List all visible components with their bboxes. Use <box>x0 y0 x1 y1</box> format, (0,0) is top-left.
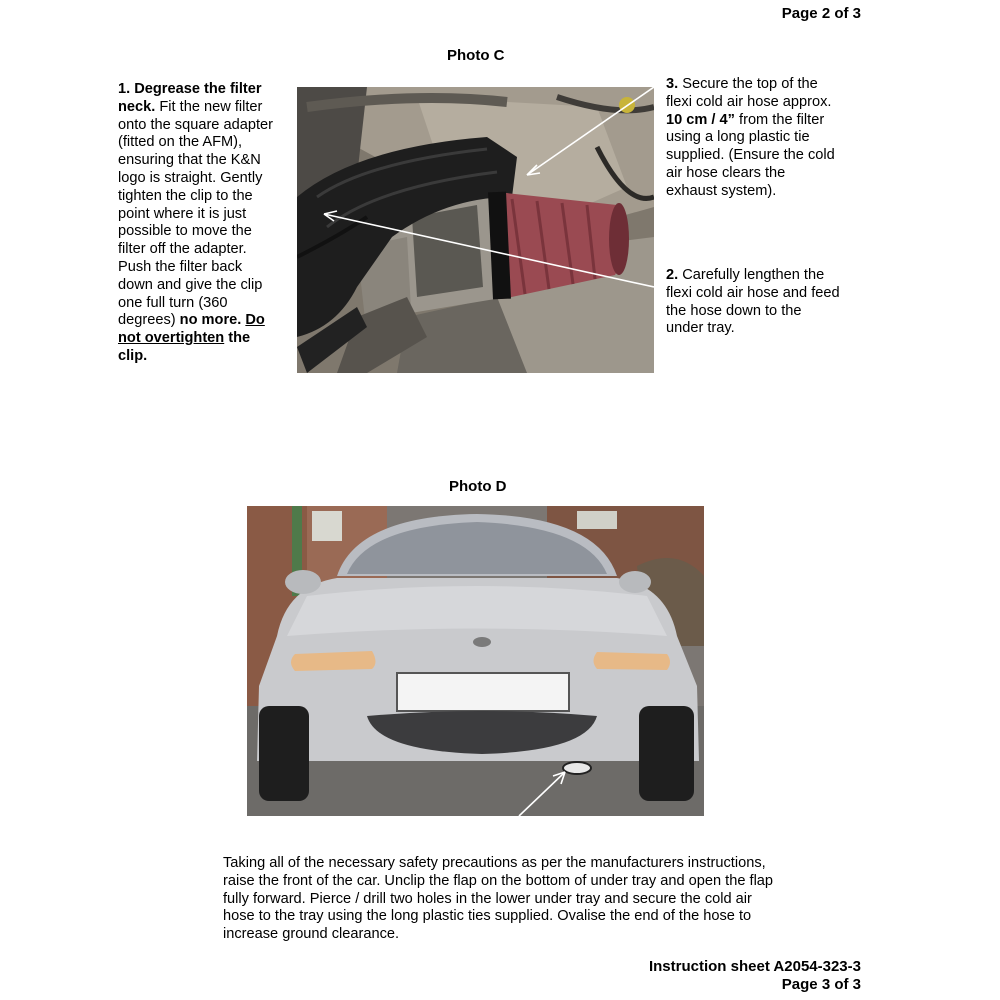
photo-c-engine-bay <box>297 87 654 373</box>
step-3-number: 3. <box>666 76 679 92</box>
step-3-body-b: from the filter using a long plastic tie supplied. (Ensure the cold air hose clears the exhaust system). <box>666 111 835 199</box>
step-1-number: 1. <box>118 81 131 97</box>
step-3-text <box>666 76 840 201</box>
step-3-measure: 10 cm / 4” <box>666 111 735 128</box>
instruction-sheet-id: Instruction sheet A2054-323-3 <box>648 958 861 975</box>
photo-d-title: Photo D <box>449 478 507 495</box>
page-number-bottom: Page 3 of 3 <box>781 976 861 993</box>
step-1-the-clip: the clip. <box>118 330 251 364</box>
photo-d-caption: Taking all of the necessary safety precautions as per the manufacturers instructions, raise the front of the car. Unclip the flap on the bottom of under tray and open the flap fully forward. Pierce / drill two holes in the lower under tray and secure the cold air hose to the tray using the long plastic ties supplied. Ovalise the end of the hose to increase ground clearance. <box>223 855 774 943</box>
step-2-body: Carefully lengthen the flexi cold air hose and feed the hose down to the under tray. <box>666 267 840 337</box>
page-number-top: Page 2 of 3 <box>781 5 861 22</box>
step-1-body: Fit the new filter onto the square adapter (fitted on the AFM), ensuring that the K&N logo is straight. Gently tighten the clip to the point where it is just possible to move the filter off the adapter. Push the filter back down and give the clip one full turn (360 degrees) <box>118 98 273 329</box>
photo-c-title: Photo C <box>447 47 505 64</box>
step-1-lead: Degrease the filter neck. <box>118 81 262 115</box>
step-1-text <box>118 81 278 366</box>
step-1-no-more: no more. <box>179 312 242 329</box>
photo-d-car-front <box>247 506 704 816</box>
step-2-number: 2. <box>666 267 679 283</box>
step-3-body-a: Secure the top of the flexi cold air hose approx. <box>666 76 832 110</box>
step-1-warning: Do not overtighten <box>118 312 265 347</box>
step-2-text <box>666 267 842 338</box>
